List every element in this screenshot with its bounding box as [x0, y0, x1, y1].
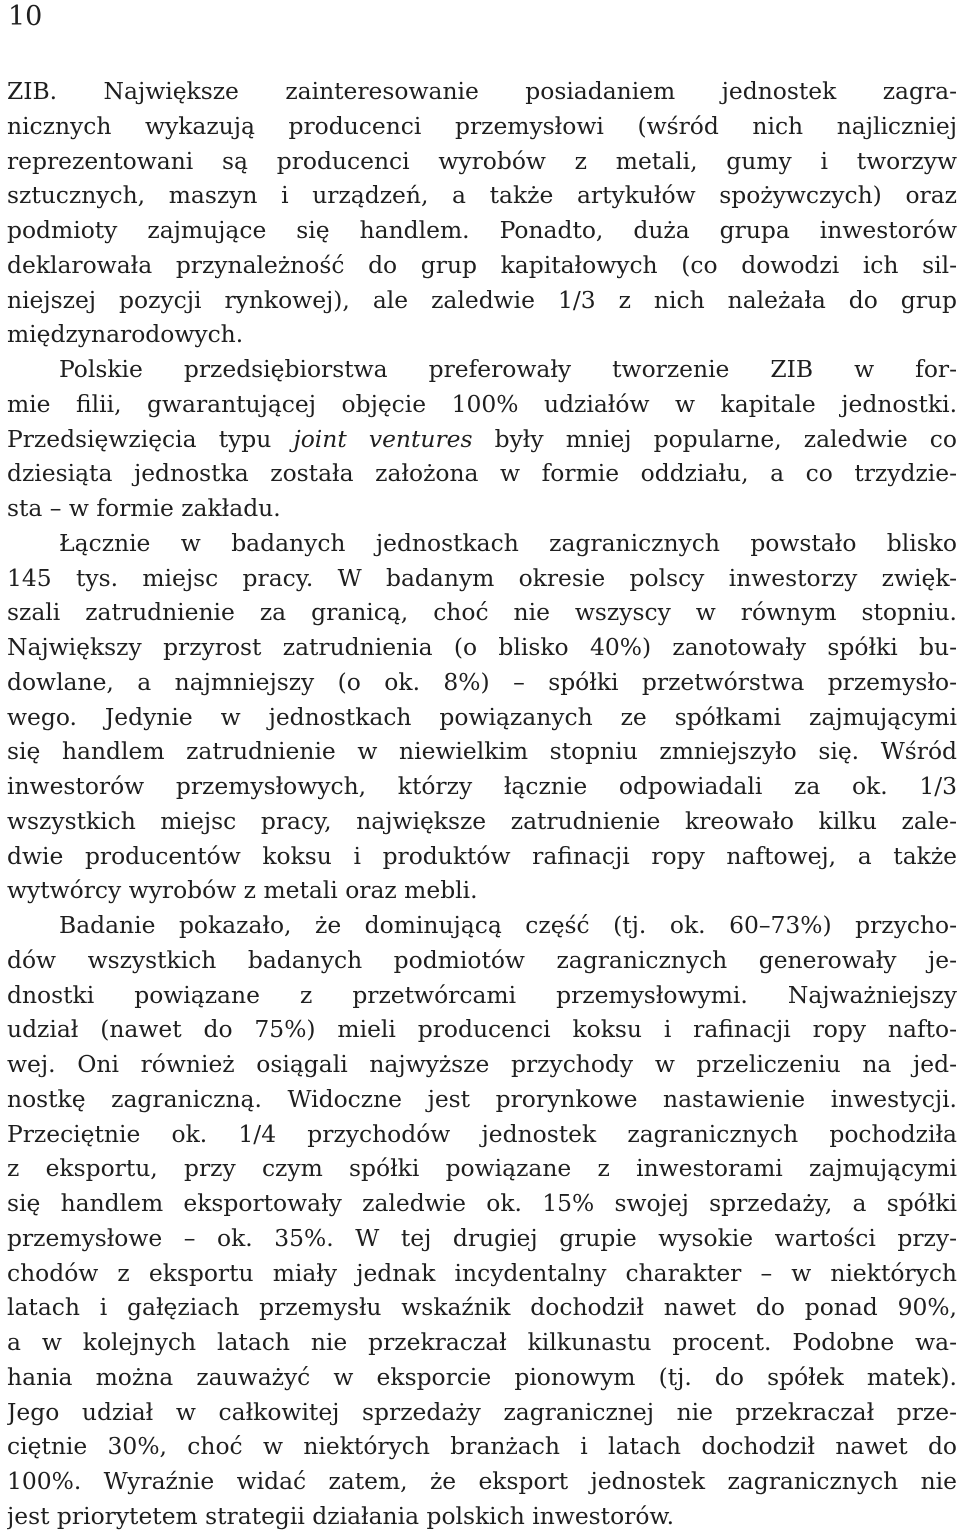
- text-line: sta – w formie zakładu.: [7, 494, 281, 522]
- text-line: przemysłowe – ok. 35%. W tej drugiej grupie wysokie wartości przy-: [7, 1223, 957, 1252]
- text-line: dów wszystkich badanych podmiotów zagranicznych generowały je-: [7, 945, 957, 974]
- text-line: podmioty zajmujące się handlem. Ponadto, duża grupa inwestorów: [7, 216, 957, 244]
- text-line: wego. Jedynie w jednostkach powiązanych ze spółkami zajmującymi: [7, 702, 957, 731]
- italic-term: joint ventures: [293, 424, 473, 453]
- paragraph: [7, 908, 957, 1534]
- text-line: mie filii, gwarantującej objęcie 100% udziałów w kapitale jednostki.: [7, 389, 957, 418]
- text-line: deklarowała przynależność do grup kapitałowych (co dowodzi ich sil-: [7, 250, 957, 279]
- text-line: nicznych wykazują producenci przemysłowi (wśród nich najliczniej: [7, 111, 957, 140]
- text-segment: Przedsięwzięcia typu: [7, 424, 294, 453]
- text-line: a w kolejnych latach nie przekraczał kilkunastu procent. Podobne wa-: [7, 1328, 957, 1356]
- text-segment: były mniej popularne, zaledwie co: [472, 424, 957, 453]
- text-line: Badanie pokazało, że dominującą część (tj. ok. 60–73%) przycho-: [59, 911, 957, 939]
- text-line: dziesiąta jednostka została założona w formie oddziału, a co trzydzie-: [7, 459, 957, 488]
- body-text: [7, 74, 957, 1534]
- page-number: 10: [8, 1, 43, 32]
- text-line: Jego udział w całkowitej sprzedaży zagranicznej nie przekraczał prze-: [7, 1397, 957, 1426]
- text-line: latach i gałęziach przemysłu wskaźnik dochodził nawet do ponad 90%,: [7, 1293, 957, 1322]
- text-line: szali zatrudnienie za granicą, choć nie wszyscy w równym stopniu.: [7, 598, 957, 627]
- text-line: z eksportu, przy czym spółki powiązane z inwestorami zajmującymi: [7, 1154, 957, 1183]
- text-line: ciętnie 30%, choć w niektórych branżach i latach dochodził nawet do: [7, 1432, 957, 1461]
- text-line: międzynarodowych.: [7, 320, 244, 349]
- text-line: jest priorytetem strategii działania polskich inwestorów.: [7, 1501, 675, 1530]
- paragraph: [7, 74, 957, 352]
- text-line: niejszej pozycji rynkowej), ale zaledwie 1/3 z nich należała do grup: [7, 285, 957, 314]
- text-line: się handlem zatrudnienie w niewielkim stopniu zmniejszyło się. Wśród: [7, 737, 957, 766]
- paragraph: [7, 526, 957, 908]
- text-line: się handlem eksportowały zaledwie ok. 15% swojej sprzedaży, a spółki: [7, 1189, 957, 1217]
- text-line: udział (nawet do 75%) mieli producenci koksu i rafinacji ropy nafto-: [7, 1015, 957, 1044]
- text-line: Łącznie w badanych jednostkach zagranicznych powstało blisko: [59, 528, 957, 557]
- text-line: hania można zauważyć w eksporcie pionowym (tj. do spółek matek).: [7, 1362, 957, 1391]
- text-line: 100%. Wyraźnie widać zatem, że eksport jednostek zagranicznych nie: [7, 1467, 957, 1495]
- text-line: dnostki powiązane z przetwórcami przemysłowymi. Najważniejszy: [7, 980, 957, 1009]
- text-line: reprezentowani są producenci wyrobów z metali, gumy i tworzyw: [7, 146, 957, 175]
- paragraph: [7, 352, 957, 526]
- text-line: Przeciętnie ok. 1/4 przychodów jednostek zagranicznych pochodziła: [7, 1119, 957, 1148]
- text-line: nostkę zagraniczną. Widoczne jest prorynkowe nastawienie inwestycji.: [7, 1084, 957, 1113]
- text-line: sztucznych, maszyn i urządzeń, a także artykułów spożywczych) oraz: [7, 181, 957, 210]
- text-line: wej. Oni również osiągali najwyższe przychody w przeliczeniu na jed-: [7, 1050, 957, 1078]
- text-line: wytwórcy wyrobów z metali oraz mebli.: [7, 876, 478, 905]
- text-line: 145 tys. miejsc pracy. W badanym okresie polscy inwestorzy zwięk-: [7, 563, 957, 592]
- text-line: ZIB. Największe zainteresowanie posiadaniem jednostek zagra-: [7, 77, 957, 105]
- text-line: dwie producentów koksu i produktów rafinacji ropy naftowej, a także: [7, 841, 957, 870]
- text-line: dowlane, a najmniejszy (o ok. 8%) – spółki przetwórstwa przemysło-: [7, 667, 957, 696]
- text-line: Największy przyrost zatrudnienia (o blisko 40%) zanotowały spółki bu-: [7, 633, 957, 661]
- text-line: wszystkich miejsc pracy, największe zatrudnienie kreowało kilku zale-: [7, 806, 957, 835]
- text-line: inwestorów przemysłowych, którzy łącznie odpowiadali za ok. 1/3: [7, 772, 957, 800]
- text-line: Polskie przedsiębiorstwa preferowały tworzenie ZIB w for-: [59, 355, 957, 383]
- text-line: [7, 422, 957, 457]
- text-line: chodów z eksportu miały jednak incydentalny charakter – w niektórych: [7, 1258, 957, 1287]
